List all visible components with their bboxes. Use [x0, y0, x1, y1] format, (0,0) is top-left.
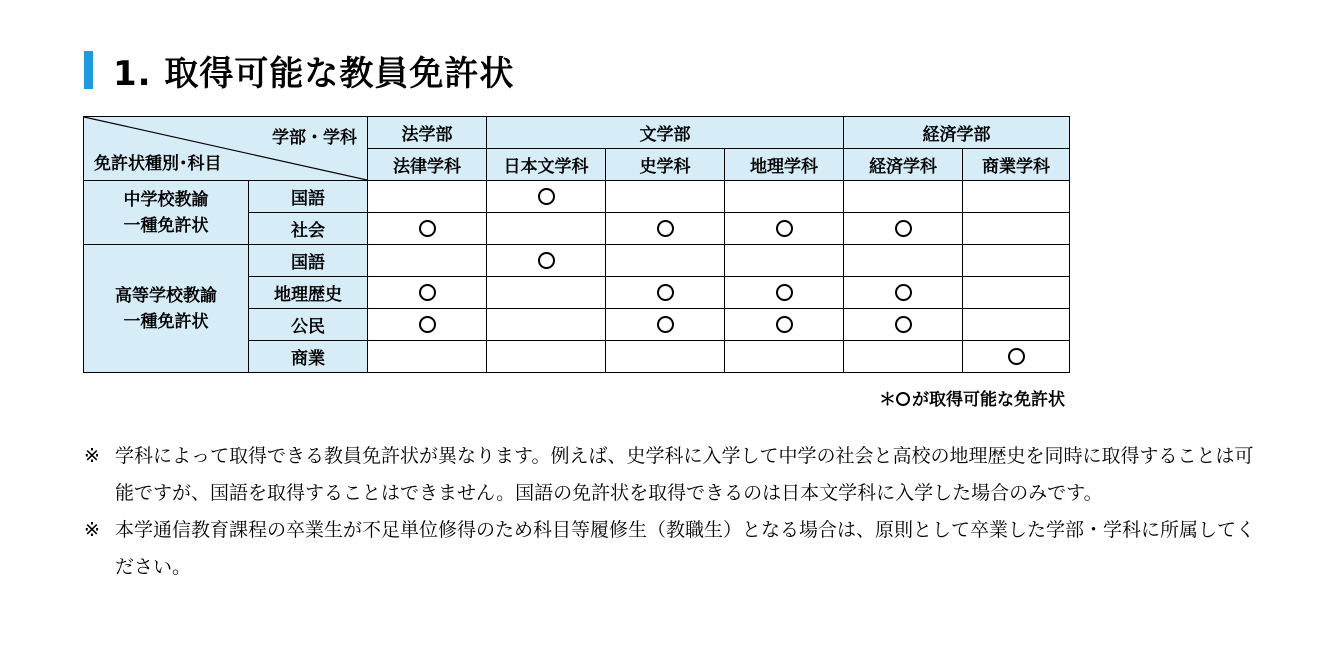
department-header-cell: 法律学科	[368, 149, 487, 181]
circle-mark-icon	[895, 316, 912, 333]
circle-mark-icon	[419, 316, 436, 333]
license-type-line: 中学校教諭	[123, 189, 209, 210]
availability-cell	[844, 181, 963, 213]
table-footnote	[879, 385, 1065, 410]
circle-mark-icon	[1008, 348, 1025, 365]
availability-cell	[963, 245, 1070, 277]
faculty-header-cell: 文学部	[487, 117, 844, 149]
availability-cell	[368, 213, 487, 245]
availability-cell	[606, 277, 725, 309]
circle-mark-icon	[776, 284, 793, 301]
subject-cell: 公民	[249, 309, 368, 341]
subject-cell: 国語	[249, 181, 368, 213]
footnote-text: が取得可能な免許状	[912, 390, 1065, 410]
faculty-header-row	[84, 117, 1070, 149]
availability-cell	[368, 341, 487, 373]
license-type-line: 高等学校教諭	[115, 285, 217, 306]
availability-cell	[487, 309, 606, 341]
note-item	[84, 512, 1264, 586]
license-table	[83, 116, 1070, 373]
availability-cell	[963, 213, 1070, 245]
notes-section	[84, 438, 1264, 586]
availability-cell	[606, 213, 725, 245]
circle-mark-icon	[419, 220, 436, 237]
department-header-cell: 商業学科	[963, 149, 1070, 181]
subject-cell: 地理歴史	[249, 277, 368, 309]
availability-cell	[725, 277, 844, 309]
availability-cell	[487, 245, 606, 277]
note-item	[84, 438, 1264, 512]
availability-cell	[606, 309, 725, 341]
table-row	[84, 181, 1070, 213]
circle-mark-icon	[657, 284, 674, 301]
availability-cell	[606, 341, 725, 373]
availability-cell	[725, 341, 844, 373]
availability-cell	[487, 213, 606, 245]
corner-bottom-label: 免許状種別･科目	[94, 154, 222, 174]
note-text: 本学通信教育課程の卒業生が不足単位修得のため科目等履修生（教職生）となる場合は、原則として卒業した学部・学科に所属してください。	[115, 519, 1256, 578]
subject-cell: 社会	[249, 213, 368, 245]
department-header-cell: 地理学科	[725, 149, 844, 181]
circle-mark-icon	[896, 392, 910, 406]
availability-cell	[368, 277, 487, 309]
circle-mark-icon	[538, 188, 555, 205]
circle-mark-icon	[538, 252, 555, 269]
heading-accent-bar	[84, 51, 93, 89]
availability-cell	[844, 341, 963, 373]
availability-cell	[368, 309, 487, 341]
subject-cell: 商業	[249, 341, 368, 373]
subject-cell: 国語	[249, 245, 368, 277]
circle-mark-icon	[895, 220, 912, 237]
availability-cell	[368, 181, 487, 213]
table-row	[84, 245, 1070, 277]
circle-mark-icon	[776, 316, 793, 333]
availability-cell	[963, 181, 1070, 213]
availability-cell	[487, 341, 606, 373]
section-heading	[84, 48, 514, 92]
availability-cell	[725, 213, 844, 245]
note-text: 学科によって取得できる教員免許状が異なります。例えば、史学科に入学して中学の社会と高校の地理歴史を同時に取得することは可能ですが、国語を取得することはできません。国語の免許状を取得できるのは日本文学科に入学した場合のみです。	[115, 445, 1254, 504]
reference-mark: ※	[84, 445, 100, 467]
license-table-body	[84, 117, 1070, 373]
page-title: 1. 取得可能な教員免許状	[113, 53, 515, 94]
license-type-label	[84, 187, 248, 239]
availability-cell	[725, 309, 844, 341]
reference-mark: ※	[84, 519, 100, 541]
availability-cell	[487, 181, 606, 213]
department-header-cell: 日本文学科	[487, 149, 606, 181]
license-type-cell	[84, 245, 249, 373]
circle-mark-icon	[895, 284, 912, 301]
availability-cell	[963, 277, 1070, 309]
faculty-header-cell: 経済学部	[844, 117, 1070, 149]
availability-cell	[725, 181, 844, 213]
availability-cell	[844, 245, 963, 277]
corner-header-cell	[84, 117, 368, 181]
availability-cell	[368, 245, 487, 277]
license-type-cell	[84, 181, 249, 245]
corner-top-label: 学部・学科	[272, 128, 357, 148]
circle-mark-icon	[657, 316, 674, 333]
department-header-cell: 史学科	[606, 149, 725, 181]
availability-cell	[844, 309, 963, 341]
availability-cell	[844, 277, 963, 309]
department-header-cell: 経済学科	[844, 149, 963, 181]
availability-cell	[487, 277, 606, 309]
availability-cell	[606, 245, 725, 277]
circle-mark-icon	[657, 220, 674, 237]
availability-cell	[725, 245, 844, 277]
availability-cell	[606, 181, 725, 213]
availability-cell	[963, 309, 1070, 341]
license-type-label	[84, 283, 248, 335]
footnote-asterisk: ＊	[879, 390, 896, 410]
availability-cell	[963, 341, 1070, 373]
availability-cell	[844, 213, 963, 245]
circle-mark-icon	[776, 220, 793, 237]
faculty-header-cell: 法学部	[368, 117, 487, 149]
license-type-line: 一種免許状	[123, 311, 209, 332]
circle-mark-icon	[419, 284, 436, 301]
license-type-line: 一種免許状	[123, 215, 209, 236]
